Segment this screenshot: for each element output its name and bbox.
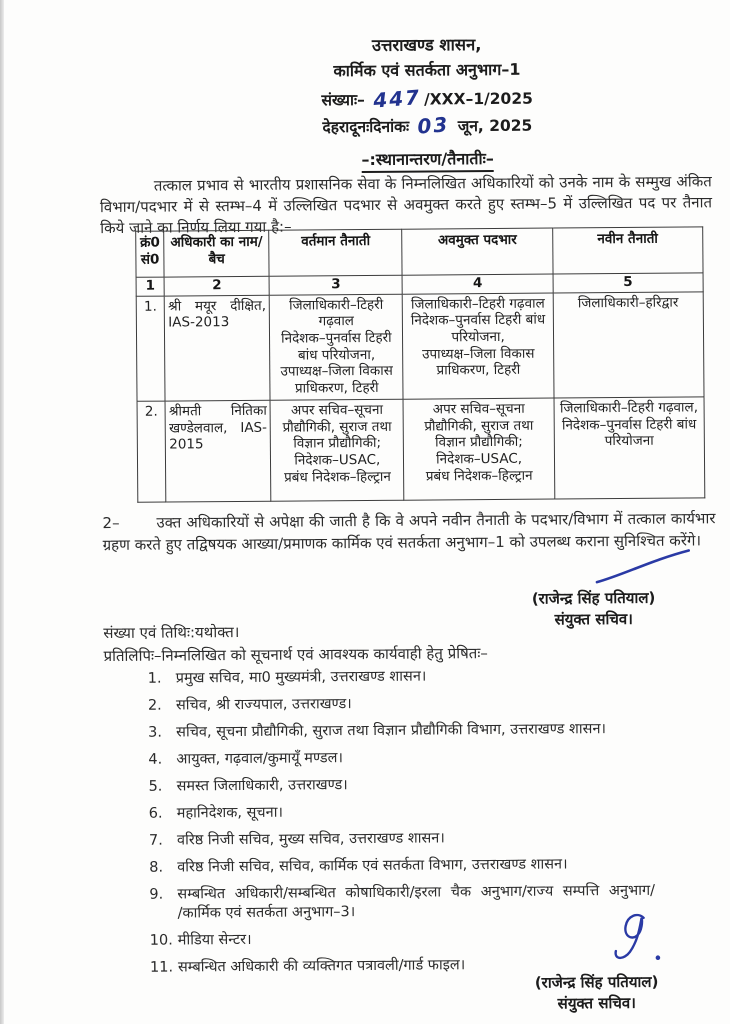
list-item-text: सचिव, श्री राज्यपाल, उत्तराखण्ड। (175, 696, 352, 714)
list-item-text: सम्बन्धित अधिकारी/सम्बन्धित कोषाधिकारी/इरला चैक अनुभाग/राज्य सम्पत्ति अनुभाग/ /कार्मिक एवं सतर्कता अनुभाग–3। (177, 882, 656, 922)
col-header-new: नवीन तैनाती (552, 227, 703, 274)
list-item-text: समस्त जिलाधिकारी, उत्तराखण्ड। (176, 777, 348, 795)
column-number: 2 (164, 276, 269, 295)
list-item-number: 9. (149, 886, 164, 903)
list-item-text: प्रमुख सचिव, मा0 मुख्यमंत्री, उत्तराखण्ड शासन। (175, 668, 427, 687)
instruction-text: उक्त अधिकारियों से अपेक्षा की जाती है कि वे अपने नवीन तैनाती के पदभार/विभाग में तत्काल कार्यभार ग्रहण करते हुए तद्विषयक आख्या/प्रमाणक कार्मिक एवं सतर्कता अनुभाग–1 को उपलब्ध कराना सुनिश्चित करेंगे। (102, 509, 716, 554)
list-item-number: 4. (148, 751, 163, 768)
new-posting-cell: जिलाधिकारी–हरिद्वार (553, 291, 704, 398)
signature-block-bottom (479, 909, 715, 1014)
ref-number-rest: /XXX–1/2025 (423, 89, 533, 109)
org-line: उत्तराखण्ड शासन, (371, 35, 482, 55)
intro-paragraph: तत्काल प्रभाव से भारतीय प्रशासनिक सेवा के निम्नलिखित अधिकारियों को उनके नाम के सम्मुख अंकित विभाग/पदभार में से स्तम्भ–4 में उल्लिखित पदभार से अवमुक्त करते हुए स्तम्भ–5 में उल्लिखित पद पर तैनात किये जाने का निर्णय लिया गया है:– (99, 172, 713, 238)
table-header-row (136, 227, 703, 277)
ref-number-label: संख्याः– (321, 90, 365, 110)
list-item (148, 773, 714, 796)
copy-forwarding-line: प्रतिलिपिः–निम्नलिखित को सूचनार्थ एवं आवश्यक कार्यवाही हेतु प्रेषितः– (103, 644, 488, 666)
list-item-number: 11. (149, 959, 174, 976)
list-item-number: 10. (149, 932, 173, 949)
handwritten-ref-number: 447 (372, 84, 422, 113)
subject-heading: –:स्थानान्तरण/तैनातीः– (361, 147, 494, 173)
letter-header (127, 30, 728, 175)
signatory-name: (राजेन्द्र सिंह पतियाल) (531, 588, 656, 608)
list-item-number: 7. (148, 832, 163, 849)
list-item-number: 1. (147, 670, 162, 687)
current-posting-cell: जिलाधिकारी–टिहरी गढ़वाल निदेशक–पुनर्वास टिहरी बांध परियोजना, उपाध्यक्ष–जिला विकास प्राधिकरण, टिहरी (269, 294, 403, 400)
new-posting-cell: जिलाधिकारी–टिहरी गढ़वाल, निदेशक–पुनर्वास टिहरी बांध परियोजना (554, 397, 705, 499)
list-item (149, 827, 715, 850)
list-item (149, 854, 715, 877)
signature-stroke-icon (593, 547, 693, 586)
date-label: देहरादूनःदिनांकः (322, 117, 410, 137)
officer-name-cell: श्री मयूर दीक्षित, IAS-2013 (165, 295, 271, 401)
list-item-text: वरिष्ठ निजी सचिव, सचिव, कार्मिक एवं सतर्कता विभाग, उत्तराखण्ड शासन। (177, 856, 568, 876)
date-line (127, 110, 727, 139)
list-item-number: 5. (148, 778, 163, 795)
serial-cell: 1. (136, 296, 165, 402)
signatory-title: संयुक्त सचिव। (554, 609, 633, 629)
current-posting-cell: अपर सचिव–सूचना प्रौद्यौगिकी, सुराज तथा विज्ञान प्रौद्यौगिकी; निदेशक–USAC, प्रबंध निदेशक–हिल्ट्रान (270, 399, 404, 501)
date-rest: जून, 2025 (457, 116, 533, 136)
list-item-number: 6. (148, 805, 163, 822)
list-item-text: वरिष्ठ निजी सचिव, मुख्य सचिव, उत्तराखण्ड शासन। (176, 830, 445, 849)
col-header-name: अधिकारी का नाम/बैच (164, 230, 269, 277)
released-charge-cell: अपर सचिव–सूचना प्रौद्यौगिकी, सुराज तथा विज्ञान प्रौद्यौगिकी; निदेशक–USAC, प्रबंध निदेशक–हिल्ट्रान (403, 398, 554, 500)
list-item (148, 665, 714, 688)
serial-cell: 2. (137, 401, 166, 502)
list-item-number: 8. (149, 859, 164, 876)
list-item-text: आयुक्त, गढ़वाल/कुमायूँ मण्डल। (176, 750, 343, 768)
col-header-current: वर्तमान तैनाती (269, 229, 403, 276)
dept-line: कार्मिक एवं सतर्कता अनुभाग–1 (333, 59, 521, 81)
paragraph-number: 2– (102, 513, 120, 533)
officer-name-cell: श्रीमती नितिका खण्डेलवाल, IAS-2015 (165, 400, 271, 502)
list-item-number: 3. (148, 724, 163, 741)
handwritten-date: 03 (416, 112, 451, 139)
list-item-text: मीडिया सेन्टर। (177, 931, 252, 949)
column-number: 1 (136, 277, 164, 296)
list-item-text: सचिव, सूचना प्रौद्यौगिकी, सुराज तथा विज्ञान प्रौद्यौगिकी विभाग, उत्तराखण्ड शासन। (176, 721, 607, 741)
signature-flourish-icon (602, 910, 672, 971)
list-item-text: महानिदेशक, सूचना। (176, 804, 283, 822)
ink-dot-icon (656, 955, 661, 960)
ref-number-line (127, 83, 727, 112)
column-number: 3 (269, 275, 402, 295)
list-item (148, 692, 714, 715)
col-header-serial: क्रं0 सं0 (136, 231, 165, 277)
col-header-released: अवमुक्त पदभार (402, 228, 553, 275)
list-item (148, 746, 714, 769)
list-item (149, 800, 715, 823)
list-item (148, 719, 714, 742)
number-date-as-above-line: संख्या एवं तिथिः:यथोक्त। (103, 622, 240, 643)
table-row (136, 291, 704, 401)
transfer-table (135, 226, 705, 502)
released-charge-cell: जिलाधिकारी–टिहरी गढ़वाल निदेशक–पुनर्वास टिहरी बांध परियोजना, उपाध्यक्ष–जिला विकास प्राधिकरण, टिहरी (403, 293, 554, 400)
signatory-title: संयुक्त सचिव। (557, 993, 636, 1013)
table-row (137, 397, 705, 502)
signatory-name: (राजेन्द्र सिंह पतियाल) (534, 972, 659, 992)
column-number: 5 (553, 273, 703, 293)
list-item-number: 2. (147, 697, 162, 714)
signature-block-top (476, 547, 712, 630)
column-number: 4 (403, 274, 553, 294)
list-item-text: सम्बन्धित अधिकारी की व्यक्तिगत पत्रावली/गार्ड फाइल। (177, 957, 466, 976)
